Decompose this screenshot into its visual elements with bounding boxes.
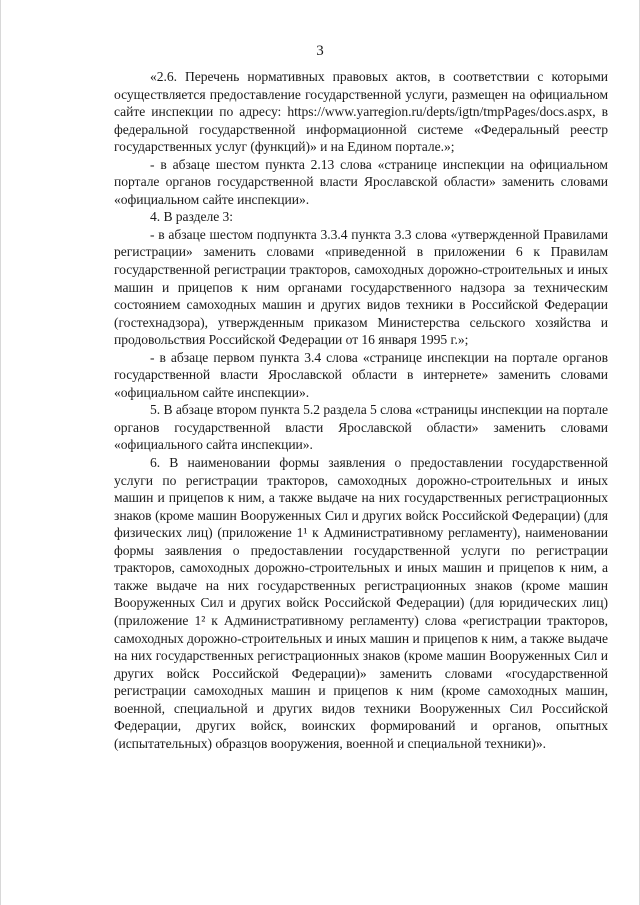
paragraph-6-form-title-amendment: 6. В наименовании формы заявления о предоставлении государственной услуги по регистрации тракторов, самоходных дорожно-строительных и иных машин и прицепов к ним, а также выдаче на них государственных регистрационных знаков (кроме машин Вооруженных Сил и других войск Российской Федерации) (для физических лиц) (приложение 1¹ к Административному регламенту), наименовании формы заявления о предоставлении государственной услуги по регистрации тракторов, самоходных дорожно-строительных и иных машин и прицепов к ним, а также выдаче на них государственных регистрационных знаков (кроме машин Вооруженных Сил и других войск Российской Федерации) (для юридических лиц) (приложение 1² к Административному регламенту) слова «регистрации тракторов, самоходных дорожно-строительных и иных машин и прицепов к ним, а также выдаче на них государственных регистрационных знаков (кроме машин Вооруженных Сил и других войск Российской Федерации)» заменить словами «государственной регистрации самоходных машин и прицепов к ним (кроме самоходных машин, военной, специальной и других видов техники Вооруженных Сил Российской Федерации, других войск, воинских формирований и органов, опытных (испытательных) образцов вооружения, военной и специальной техники)». (114, 455, 608, 751)
page-number: 3 (316, 43, 324, 59)
paragraph-3-4-amendment: - в абзаце первом пункта 3.4 слова «странице инспекции на портале органов государственной власти Ярославской области в интернете» заменить словами «официальном сайте инспекции». (114, 349, 608, 400)
paragraph-2-13-amendment: - в абзаце шестом пункта 2.13 слова «странице инспекции на официальном портале органов государственной власти Ярославской области» заменить словами «официальном сайте инспекции». (114, 156, 608, 207)
document-body (114, 68, 608, 752)
paragraph-section-3-heading: 4. В разделе 3: (150, 209, 234, 225)
paragraph-3-3-4-amendment: - в абзаце шестом подпункта 3.3.4 пункта 3.3 слова «утвержденной Правилами регистрации» заменить словами «приведенной в приложении 6 к Правилам государственной регистрации тракторов, самоходных дорожно-строительных и иных машин и прицепов к ним органами государственного надзора за техническим состоянием самоходных машин и других видов техники в Российской Федерации (гостехнадзора), утвержденным приказом Министерства сельского хозяйства и продовольствия Российской Федерации от 16 января 1995 г.»; (114, 226, 608, 348)
paragraph-5-2-amendment: 5. В абзаце втором пункта 5.2 раздела 5 слова «страницы инспекции на портале органов государственной власти Ярославской области» заменить словами «официального сайта инспекции». (114, 402, 608, 453)
paragraph-2-6-normative-acts: «2.6. Перечень нормативных правовых актов, в соответствии с которыми осуществляется предоставление государственной услуги, размещен на официальном сайте инспекции по адресу: https://www.yarregion.ru/depts/igtn/tmpPages/docs.aspx, в федеральной государственной информационной системе «Федеральный реестр государственных услуг (функций)» и на Едином портале.»; (114, 69, 608, 155)
